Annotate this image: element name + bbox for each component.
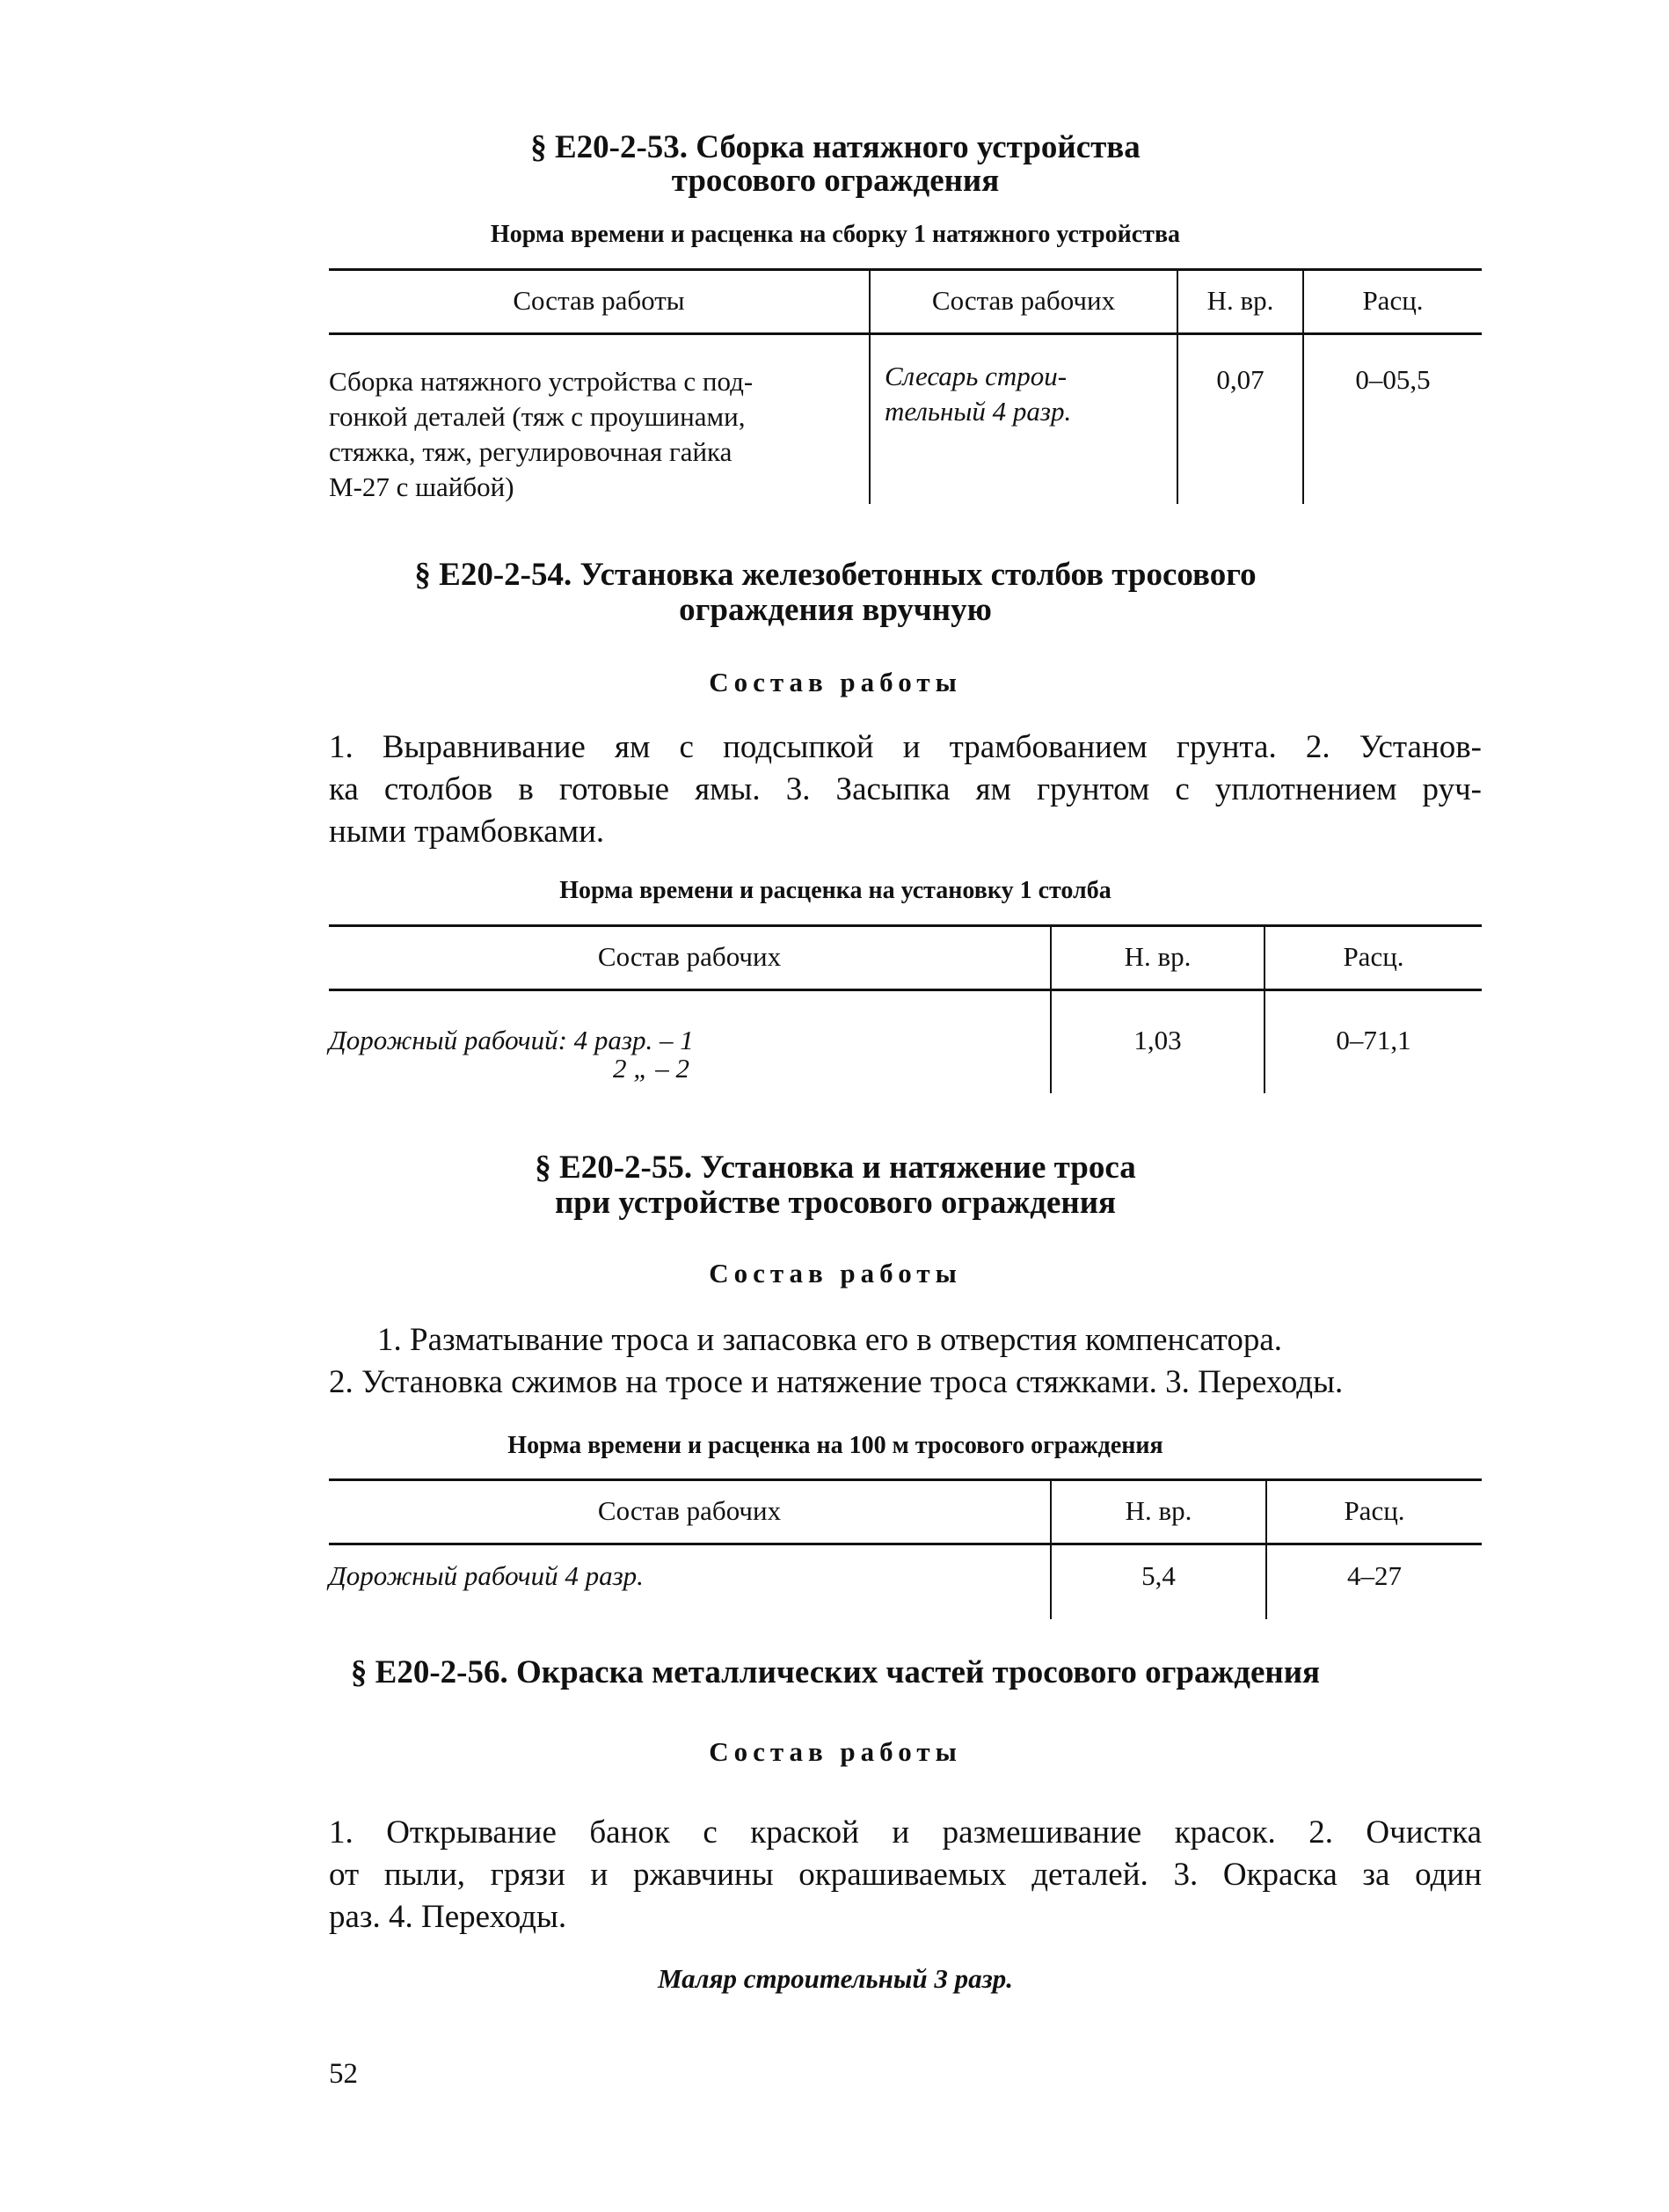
- table-header-norm: Н. вр.: [1206, 285, 1274, 316]
- table-header-work: Состав работы: [513, 285, 685, 316]
- cell-line: 2 „ – 2: [613, 1053, 689, 1084]
- section-title-line: при устройстве тросового ограждения: [554, 1185, 1117, 1221]
- table-rule-header: [329, 1543, 1482, 1545]
- section-title-line: § Е20-2-54. Установка железобетонных столбов тросового: [414, 557, 1257, 593]
- text-line: ными трамбовками.: [329, 814, 605, 850]
- table-header-workers: Состав рабочих: [597, 1495, 782, 1526]
- section-title-line: § Е20-2-55. Установка и натяжение троса: [535, 1150, 1136, 1186]
- text-line: 1. Выравнивание ям с подсыпкой и трамбованием грунта. 2. Установ-: [329, 729, 1482, 765]
- text-line: раз. 4. Переходы.: [329, 1899, 567, 1935]
- table-cell-workers: [885, 359, 1175, 429]
- work-heading: Состав работы: [709, 667, 962, 697]
- table-cell-rate: 4–27: [1347, 1560, 1402, 1591]
- text-line: 2. Установка сжимов на тросе и натяжение троса стяжками. 3. Переходы.: [329, 1364, 1344, 1400]
- table-caption-e20-2-54: Норма времени и расценка на установку 1 столба: [559, 877, 1111, 904]
- table-header-norm: Н. вр.: [1125, 1495, 1192, 1526]
- text-line: от пыли, грязи и ржавчины окрашиваемых деталей. 3. Окраска за один: [329, 1857, 1482, 1893]
- section-title-line: § Е20-2-53. Сборка натяжного устройства: [530, 129, 1141, 165]
- text-line: ка столбов в готовые ямы. 3. Засыпка ям грунтом с уплотнением руч-: [329, 771, 1482, 807]
- work-description: [329, 1319, 1482, 1404]
- section-title-line: § Е20-2-56. Окраска металлических частей тросового ограждения: [350, 1654, 1321, 1690]
- table-header-rate: Расц.: [1362, 285, 1424, 316]
- cell-line: гонкой деталей (тяж с проушинами,: [329, 401, 746, 432]
- section-title-line: тросового ограждения: [671, 163, 1000, 199]
- workers-note: Маляр строительный 3 разр.: [658, 1963, 1013, 1994]
- text-line: 1. Разматывание троса и запасовка его в отверстия компенсатора.: [377, 1322, 1283, 1358]
- section-title-e20-2-55: [264, 1149, 1407, 1223]
- section-title-line: ограждения вручную: [679, 592, 992, 628]
- table-rule-top: [329, 924, 1482, 927]
- table-cell-rate: 0–71,1: [1336, 1025, 1411, 1055]
- section-title-e20-2-56: [264, 1654, 1407, 1692]
- table-rule-header: [329, 332, 1482, 335]
- cell-line: Сборка натяжного устройства с под-: [329, 366, 754, 397]
- table-header-workers: Состав рабочих: [931, 285, 1116, 316]
- cell-line: М-27 с шайбой): [329, 471, 514, 502]
- table-header-workers: Состав рабочих: [597, 941, 782, 972]
- table-rule-header: [329, 989, 1482, 991]
- table-cell-work: [329, 364, 861, 505]
- work-heading: Состав работы: [709, 1258, 962, 1289]
- table-rule-top: [329, 268, 1482, 271]
- cell-line: Дорожный рабочий: 4 разр. – 1: [329, 1025, 694, 1055]
- table-cell-workers: [329, 1023, 1041, 1086]
- table-rule-top: [329, 1478, 1482, 1481]
- cell-line: тельный 4 разр.: [885, 396, 1072, 427]
- table-caption-e20-2-55: Норма времени и расценка на 100 м тросового ограждения: [507, 1432, 1163, 1459]
- work-heading: Состав работы: [709, 1736, 962, 1767]
- work-description: [329, 726, 1482, 853]
- text-line: 1. Открывание банок с краской и размешивание красок. 2. Очистка: [329, 1814, 1482, 1851]
- work-description: [329, 1812, 1482, 1938]
- cell-line: стяжка, тяж, регулировочная гайка: [329, 436, 732, 467]
- table-cell-rate: 0–05,5: [1355, 364, 1431, 395]
- table-cell-norm: 5,4: [1141, 1560, 1176, 1591]
- section-title-e20-2-53: [264, 128, 1407, 201]
- table-header-rate: Расц.: [1344, 1495, 1405, 1526]
- table-caption-e20-2-53: Норма времени и расценка на сборку 1 натяжного устройства: [490, 221, 1181, 248]
- table-header-norm: Н. вр.: [1124, 941, 1192, 972]
- page-number: 52: [329, 2058, 358, 2090]
- table-cell-workers: Дорожный рабочий 4 разр.: [329, 1560, 644, 1591]
- cell-line: Слесарь строи-: [885, 361, 1068, 391]
- table-cell-norm: 0,07: [1216, 364, 1265, 395]
- table-header-rate: Расц.: [1343, 941, 1404, 972]
- section-title-e20-2-54: [264, 556, 1407, 630]
- table-cell-norm: 1,03: [1133, 1025, 1182, 1055]
